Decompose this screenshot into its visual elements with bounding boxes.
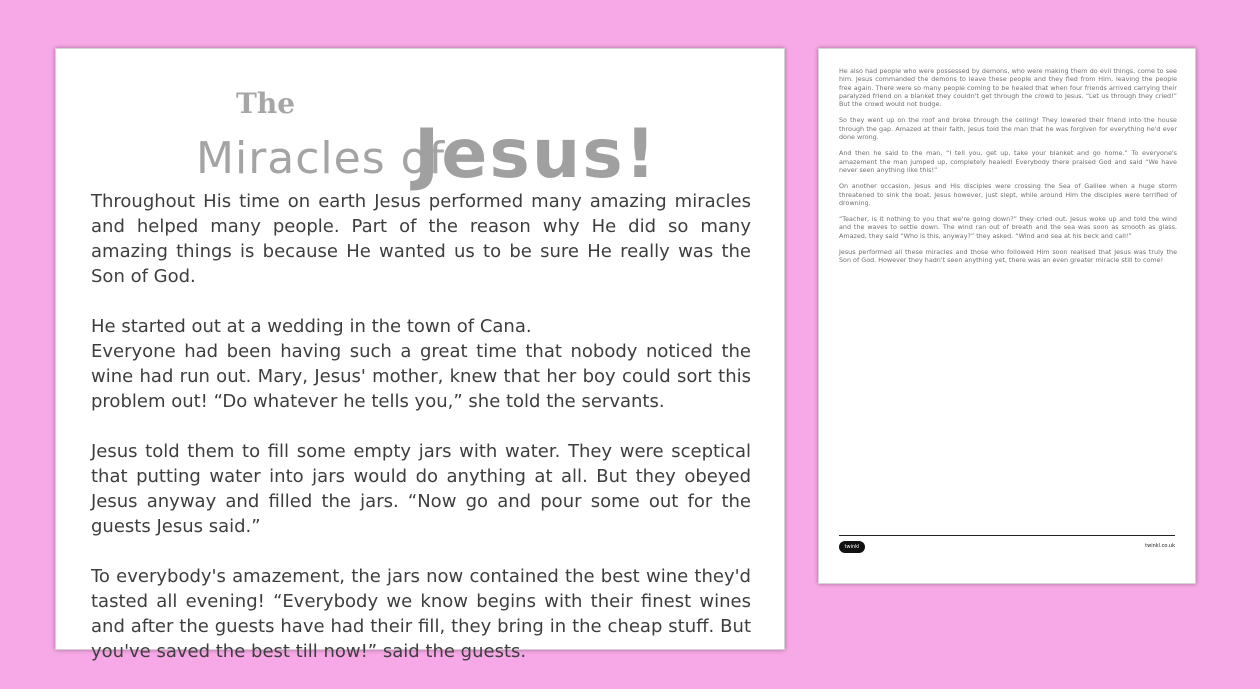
page-footer xyxy=(839,543,1175,557)
page1-body xyxy=(91,189,751,689)
paragraph: Jesus performed all these miracles and those who followed Him soon realised that Jesus was truly the Son of God. However they hadn't seen anything yet, there was an even greater miracle still to come! xyxy=(839,248,1177,265)
paragraph xyxy=(91,439,751,539)
footer-divider xyxy=(839,535,1175,536)
title-jesus: Jesus! xyxy=(414,115,658,194)
paragraph-text: Jesus told them to fill some empty jars with water. They were sceptical that putting water into jars would do anything at all. But they obeyed Jesus anyway and filled the jars. “Now go and pour some out for the guests Jesus said.” xyxy=(91,441,751,537)
title-miracles-of: Miracles of xyxy=(196,133,446,184)
footer-site: twinkl.co.uk xyxy=(1145,543,1175,549)
paragraph: On another occasion, Jesus and His disciples were crossing the Sea of Galilee when a huge storm threatened to sink the boat. Jesus however, just slept, while around Him the disciples were terrified of drowning. xyxy=(839,182,1177,207)
paragraph-text: To everybody's amazement, the jars now contained the best wine they'd tasted all evening! “Everybody we know begins with their finest wines and after the guests have had their fill, they bring in the cheap stuff. But you've saved the best till now!” said the guests. xyxy=(91,566,751,662)
paragraph xyxy=(91,314,751,414)
worksheet-page-2 xyxy=(818,48,1196,584)
worksheet-page-1 xyxy=(55,48,785,662)
paragraph: And then he said to the man, “I tell you, get up, take your blanket and go home.” To everyone's amazement the man jumped up, completely healed! Everybody there praised God and said “We have never seen anything like this!” xyxy=(839,149,1177,174)
twinkl-logo: twinkl xyxy=(839,541,865,553)
title-the: The xyxy=(236,87,296,120)
paragraph-text: Everyone had been having such a great time that nobody noticed the wine had run out. Mary, Jesus' mother, knew that her boy could sort this problem out! “Do whatever he tells you,” she told the servants. xyxy=(91,341,751,412)
paragraph xyxy=(91,189,751,289)
paragraph-text: Throughout His time on earth Jesus performed many amazing miracles and helped many people. Part of the reason why He did so many amazing things is because He wanted us to be sure He really was the Son of God. xyxy=(91,191,751,287)
paragraph-text: He started out at a wedding in the town of Cana. xyxy=(91,316,532,337)
page2-body xyxy=(839,67,1177,273)
paragraph: So they went up on the roof and broke through the ceiling! They lowered their friend into the house through the gap. Amazed at their faith, Jesus told the man that he was forgiven for everything he'd ever done wrong. xyxy=(839,116,1177,142)
paragraph: “Teacher, is it nothing to you that we're going down?” they cried out. Jesus woke up and told the wind and the waves to settle down. The wind ran out of breath and the sea was soon as smooth as glass. Amazed, they said “Who is this, anyway?” they asked. “Wind and sea at his beck and call!” xyxy=(839,215,1177,240)
paragraph: He also had people who were possessed by demons, who were making them do evil things, come to see him. Jesus commanded the demons to leave these people and they fled from Him, leaving the people free again. There were so many people coming to be healed that when four friends arrived carrying their paralyzed friend on a blanket they couldn't get through the crowd to Jesus. “Let us through they cried!” But the crowd would not budge. xyxy=(839,67,1177,109)
paragraph xyxy=(91,564,751,664)
